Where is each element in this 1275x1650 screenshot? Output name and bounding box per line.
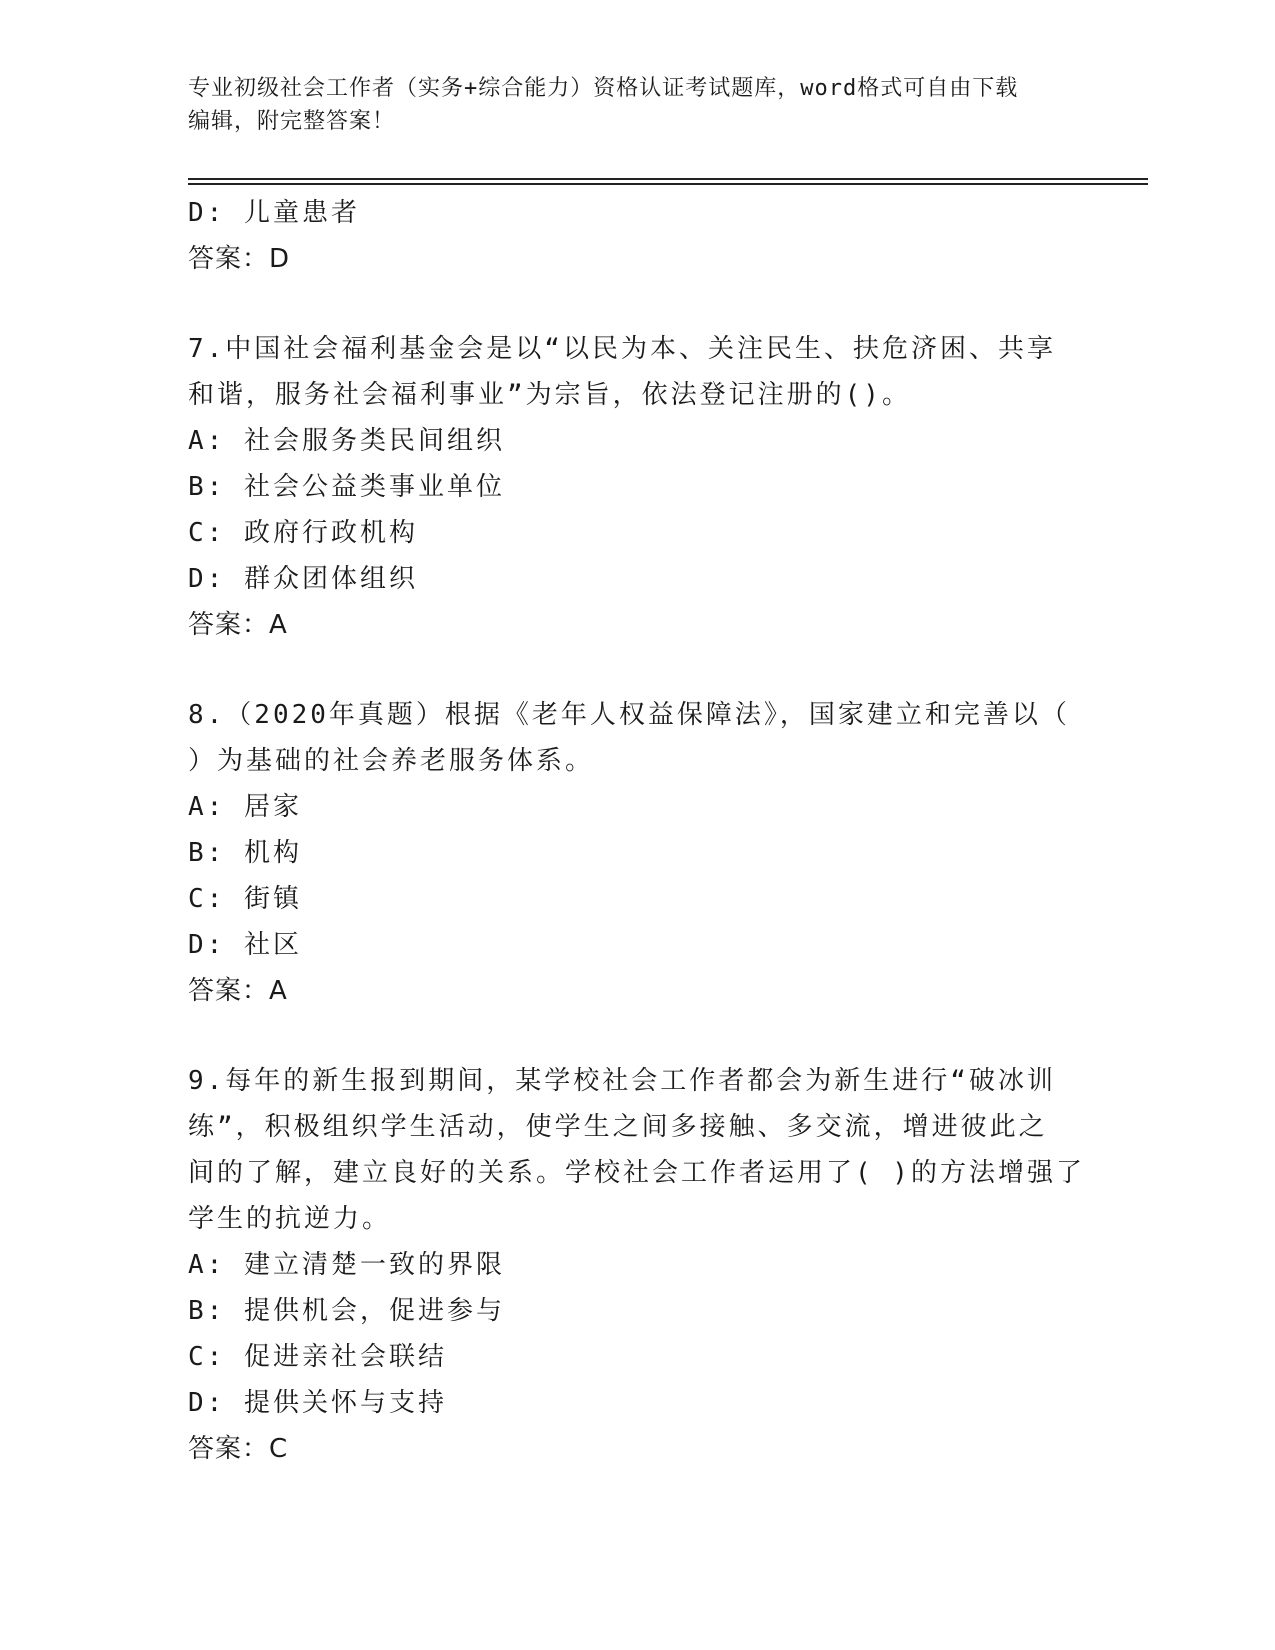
question-block-7 [188,326,1088,648]
spacer [188,282,1088,326]
answer-line: 答案：C [188,1434,289,1464]
option-b: B: 机构 [188,838,302,868]
question-text-line: ）为基础的社会养老服务体系。 [188,746,595,776]
option-a: A: 居家 [188,792,302,822]
question-text-line: 和谐，服务社会福利事业”为宗旨，依法登记注册的()。 [188,380,911,410]
header-divider-top [188,178,1148,180]
question-text-line: 7.中国社会福利基金会是以“以民为本、关注民生、扶危济困、共享 [188,334,1056,364]
option-d: D: 社区 [188,930,302,960]
answer-line: 答案：A [188,976,288,1006]
question-text-line: 学生的抗逆力。 [188,1204,392,1234]
question-text-line: 9.每年的新生报到期间，某学校社会工作者都会为新生进行“破冰训 [188,1066,1056,1096]
answer-line: 答案：A [188,610,288,640]
header-line-1: 专业初级社会工作者（实务+综合能力）资格认证考试题库，word格式可自由下载 [188,76,1019,101]
question-block-9 [188,1058,1088,1472]
question-content [188,190,1088,1472]
header-divider-bottom [188,183,1148,185]
question-text-line: 8.（2020年真题）根据《老年人权益保障法》，国家建立和完善以（ [188,700,1070,730]
header-line-2: 编辑，附完整答案！ [188,109,396,134]
page-header [188,72,1088,138]
answer-line: 答案：D [188,244,291,274]
question-text-line: 间的了解，建立良好的关系。学校社会工作者运用了( )的方法增强了 [188,1158,1085,1188]
option-d: D: 群众团体组织 [188,564,418,594]
option-d: D: 提供关怀与支持 [188,1388,447,1418]
spacer [188,648,1088,692]
option-c: C: 街镇 [188,884,302,914]
question-block-8 [188,692,1088,1014]
option-d: D: 儿童患者 [188,198,360,228]
question-text-line: 练”，积极组织学生活动，使学生之间多接触、多交流，增进彼此之 [188,1112,1048,1142]
option-a: A: 社会服务类民间组织 [188,426,505,456]
option-c: C: 政府行政机构 [188,518,418,548]
option-b: B: 社会公益类事业单位 [188,472,505,502]
spacer [188,1014,1088,1058]
option-a: A: 建立清楚一致的界限 [188,1250,505,1280]
option-c: C: 促进亲社会联结 [188,1342,447,1372]
option-b: B: 提供机会，促进参与 [188,1296,505,1326]
